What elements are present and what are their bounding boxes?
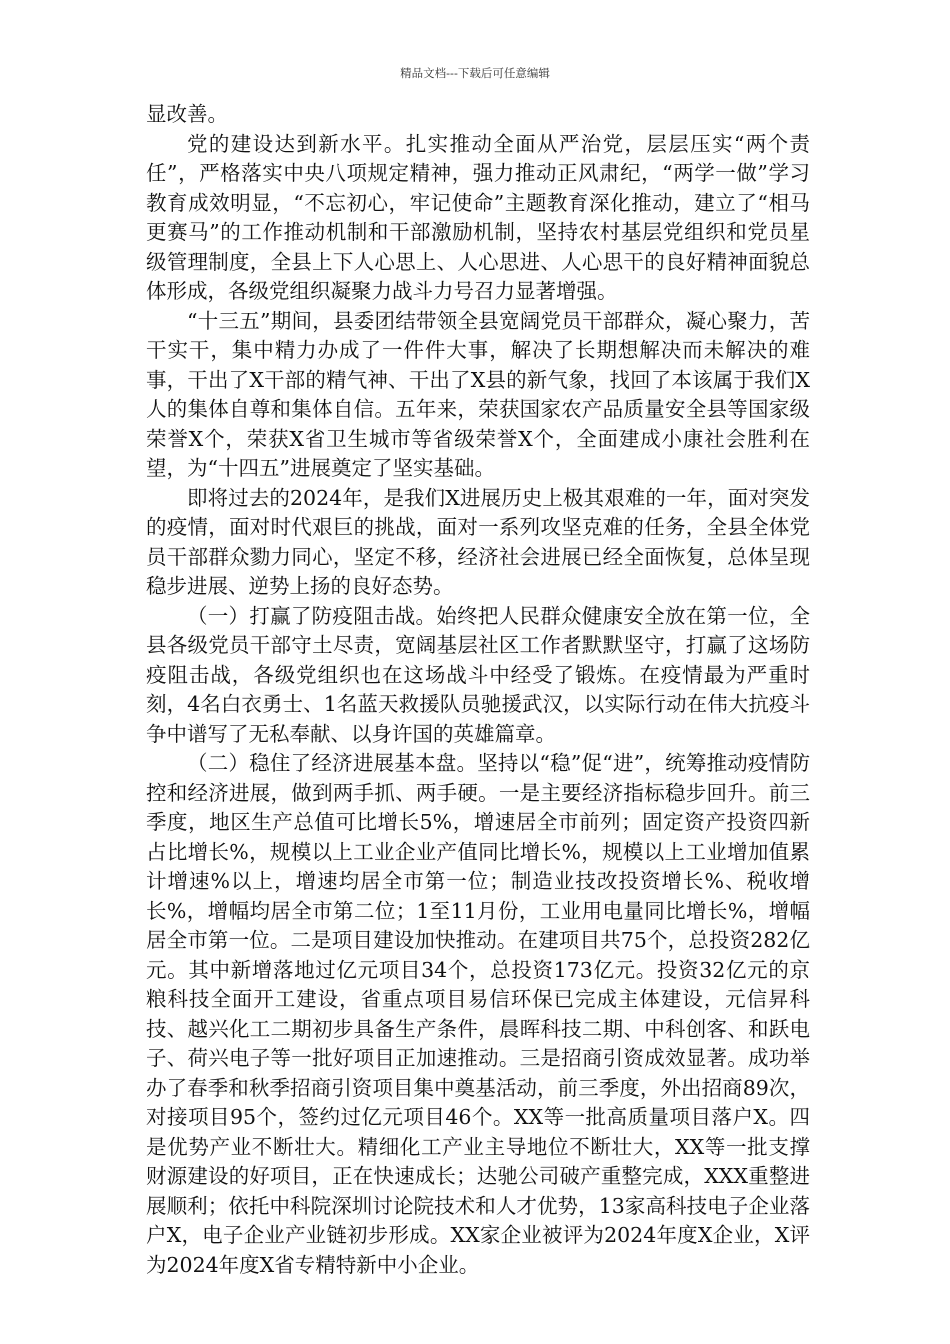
paragraph-economic-stability: （二）稳住了经济进展基本盘。坚持以“稳”促“进”，统筹推动疫情防控和经济进展，做到两手抓、两手硬。一是主要经济指标稳步回升。前三季度，地区生产总值可比增长5%，增速居全市前列；固定资产投资四新占比增长%，规模以上工业企业产值同比增长%，规模以上工业增加值累计增速%以上，增速均居全市第一位；制造业技改投资增长%、税收增长%，增幅均居全市第二位；1至11月份，工业用电量同比增长%，增幅居全市第一位。二是项目建设加快推动。在建项目共75个，总投资282亿元。其中新增落地过亿元项目34个，总投资173亿元。投资32亿元的京粮科技全面开工建设，省重点项目易信环保已完成主体建设，元信昇科技、越兴化工二期初步具备生产条件，晨晖科技二期、中科创客、和跃电子、荷兴电子等一批好项目正加速推动。三是招商引资成效显著。成功举办了春季和秋季招商引资项目集中奠基活动，前三季度，外出招商89次，对接项目95个，签约过亿元项目46个。XX等一批高质量项目落户X。四是优势产业不断壮大。精细化工产业主导地位不断壮大，XX等一批支撑财源建设的好项目，正在快速成长；达驰公司破产重整完成，XXX重整进展顺利；依托中科院深圳讨论院技术和人才优势，13家高科技电子企业落户X，电子企业产业链初步形成。XX家企业被评为2024年度X企业，X评为2024年度X省专精特新中小企业。 <box>146 751 810 1277</box>
paragraph-continuation: 显改善。 <box>146 102 228 126</box>
page-header: 精品文档---下载后可任意编辑 <box>400 66 550 80</box>
paragraph-party-building: 党的建设达到新水平。扎实推动全面从严治党，层层压实“两个责任”，严格落实中央八项规定精神，强力推动正风肃纪，“两学一做”学习教育成效明显，“不忘初心，牢记使命”主题教育深化推动，建立了“相马更赛马”的工作推动机制和干部激励机制，坚持农村基层党组织和党员星级管理制度，全县上下人心思上、人心思进、人心思干的良好精神面貌总体形成，各级党组织凝聚力战斗力号召力显著增强。 <box>146 131 810 303</box>
document-body <box>146 100 810 1280</box>
paragraph-thirteenth-five-year: “十三五”期间，县委团结带领全县宽阔党员干部群众，凝心聚力，苦干实干，集中精力办成了一件件大事，解决了长期想解决而未解决的难事，干出了X干部的精气神、干出了X县的新气象，找回了本该属于我们X人的集体自尊和集体自信。五年来，荣获国家农产品质量安全县等国家级荣誉X个，荣获X省卫生城市等省级荣誉X个，全面建成小康社会胜利在望，为“十四五”进展奠定了坚实基础。 <box>146 308 810 480</box>
paragraph-epidemic-fight: （一）打赢了防疫阻击战。始终把人民群众健康安全放在第一位，全县各级党员干部守土尽责，宽阔基层社区工作者默默坚守，打赢了这场防疫阻击战，各级党组织也在这场战斗中经受了锻炼。在疫情最为严重时刻，4名白衣勇士、1名蓝天救援队员驰援武汉，以实际行动在伟大抗疫斗争中谱写了无私奉献、以身许国的英雄篇章。 <box>146 603 810 746</box>
paragraph-year-overview: 即将过去的2024年，是我们X进展历史上极其艰难的一年，面对突发的疫情，面对时代艰巨的挑战，面对一系列攻坚克难的任务，全县全体党员干部群众勠力同心，坚定不移，经济社会进展已经全面恢复，总体呈现稳步进展、逆势上扬的良好态势。 <box>146 485 810 598</box>
